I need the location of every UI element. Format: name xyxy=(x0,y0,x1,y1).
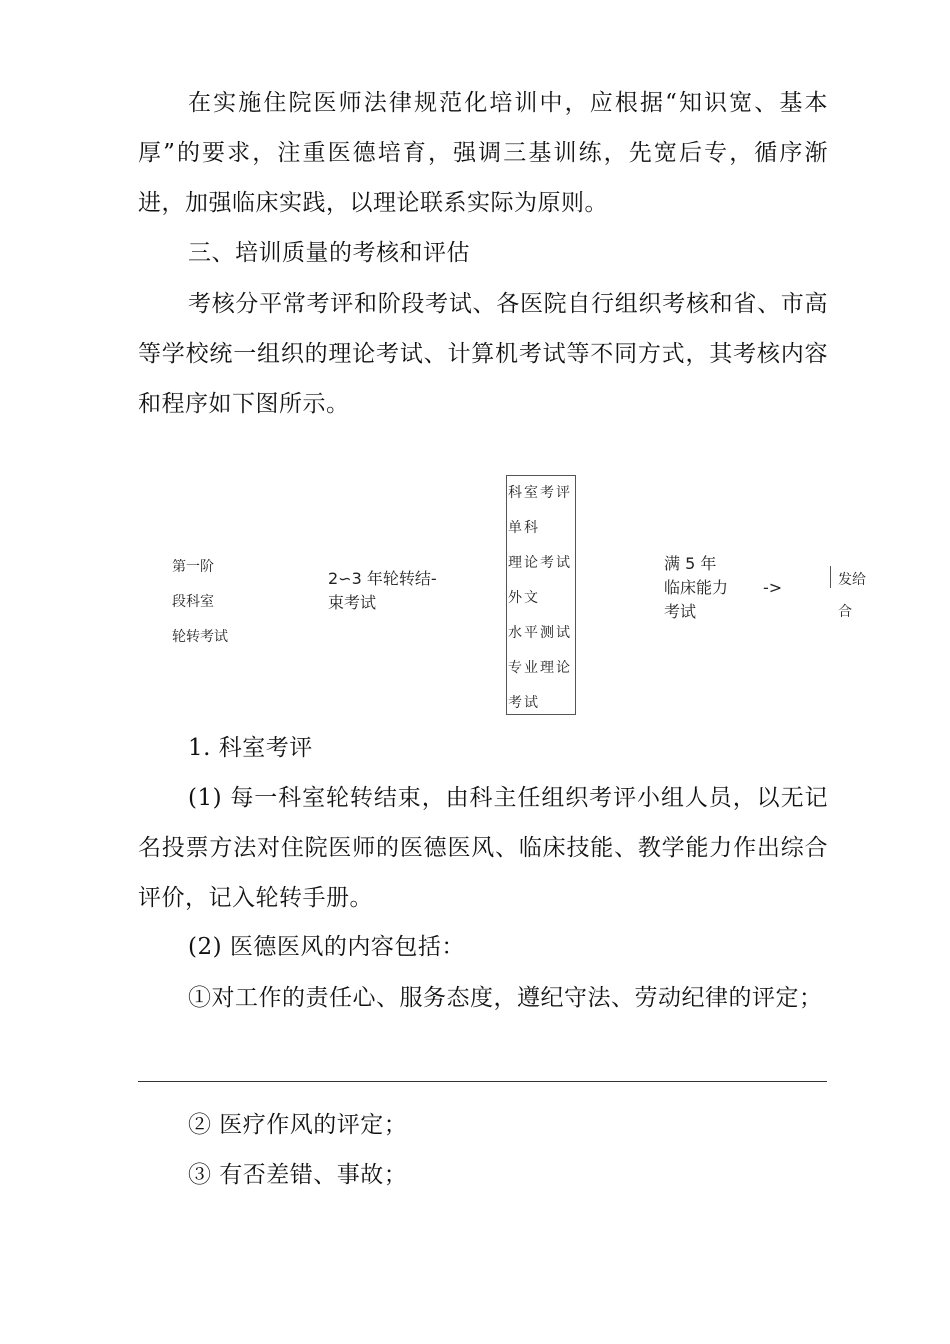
flow-stage-clinical-ability-exam xyxy=(664,552,754,624)
section-heading-assessment: 三、培训质量的考核和评估 xyxy=(188,240,470,266)
flow-exam-item: 专业理论 xyxy=(508,660,572,676)
flow-exam-item: 理论考试 xyxy=(508,555,572,571)
flow-exam-item: 考试 xyxy=(508,695,540,711)
flow-stage-clinical-line: 满 5 年 xyxy=(664,554,717,573)
paragraph-ethics-item-2: ② 医疗作风的评定； xyxy=(188,1112,408,1138)
flow-exam-item: 单科 xyxy=(508,520,540,536)
paragraph-training-principle: 在实施住院医师法律规范化培训中，应根据“知识宽、基本厚”的要求，注重医德培育，强调三基训练，先宽后专，循序渐进，加强临床实践，以理论联系实际为原则。 xyxy=(138,90,828,216)
page-divider xyxy=(138,1081,827,1082)
flow-stage-first-rotation-line: 段科室 xyxy=(172,594,214,610)
flow-arrow-icon: -> xyxy=(763,578,783,597)
paragraph-ethics-content-intro: (2) 医德医风的内容包括： xyxy=(188,934,465,960)
flow-stage-certificate-line: 发给 xyxy=(838,572,866,588)
assessment-flow-diagram xyxy=(0,470,950,720)
paragraph-evaluation-procedure: (1) 每一科室轮转结束，由科主任组织考评小组人员，以无记名投票方法对住院医师的医德医风、临床技能、教学能力作出综合评价，记入轮转手册。 xyxy=(138,785,828,911)
flow-stage-rotation-end-line: 束考试 xyxy=(328,593,377,612)
paragraph-ethics-item-1: ①对工作的责任心、服务态度，遵纪守法、劳动纪律的评定； xyxy=(188,985,823,1011)
paragraph-ethics-item-3: ③ 有否差错、事故； xyxy=(188,1162,408,1188)
subheading-department-evaluation: 1. 科室考评 xyxy=(188,735,313,761)
flow-exam-item: 水平测试 xyxy=(508,625,572,641)
flow-exam-item: 科室考评 xyxy=(508,485,572,501)
flow-stage-exam-list-box xyxy=(506,475,576,715)
flow-box-edge xyxy=(830,566,831,588)
flow-stage-rotation-end-line: 2∽3 年轮转结- xyxy=(328,569,437,588)
flow-stage-clinical-line: 考试 xyxy=(664,602,697,621)
flow-stage-first-rotation-line: 轮转考试 xyxy=(172,629,228,645)
paragraph-assessment-methods: 考核分平常考评和阶段考试、各医院自行组织考核和省、市高等学校统一组织的理论考试、计算机考试等不同方式，其考核内容和程序如下图所示。 xyxy=(138,291,828,417)
flow-stage-first-rotation-line: 第一阶 xyxy=(172,559,214,575)
flow-stage-rotation-end-exam xyxy=(328,567,468,615)
flow-stage-certificate xyxy=(830,564,880,628)
flow-stage-certificate-line: 合 xyxy=(838,604,852,620)
flow-stage-clinical-line: 临床能力 xyxy=(664,578,729,597)
flow-exam-item: 外文 xyxy=(508,590,540,606)
flow-stage-first-rotation xyxy=(172,550,252,655)
